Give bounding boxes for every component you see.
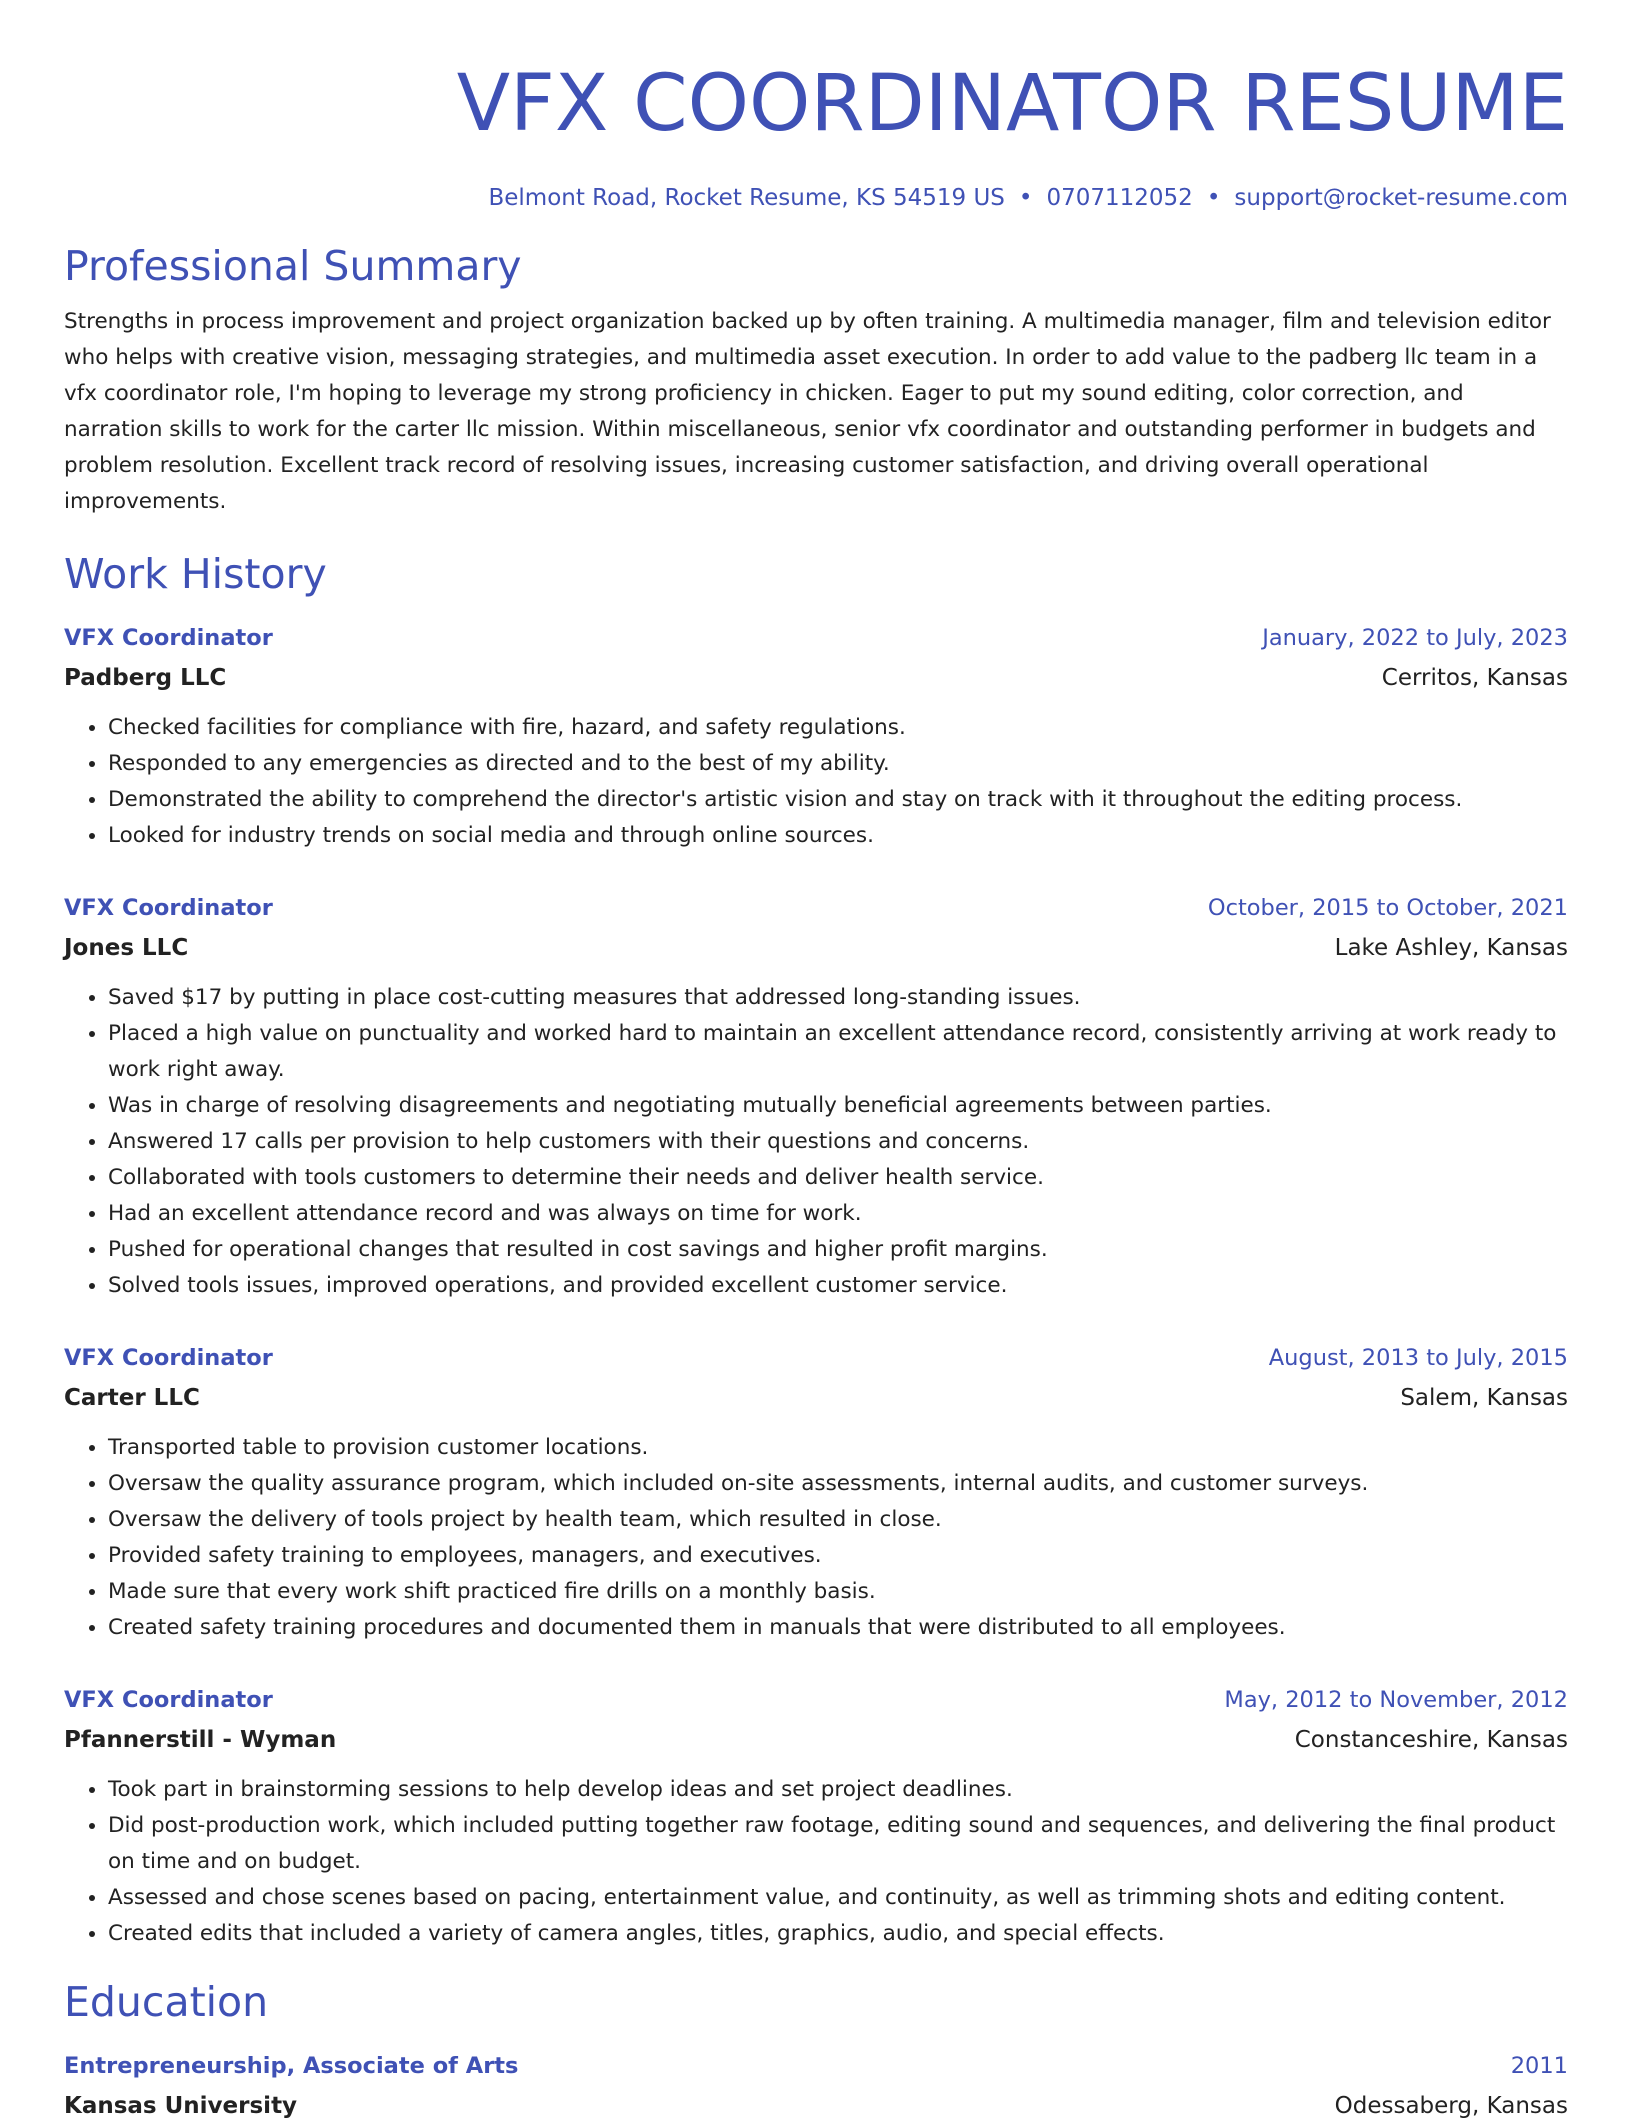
job-company: Carter LLC xyxy=(64,1385,200,1411)
education-location: Odessaberg, Kansas xyxy=(1334,2093,1568,2119)
contact-address: Belmont Road, Rocket Resume, KS 54519 US xyxy=(488,185,1005,211)
work-history-heading: Work History xyxy=(64,550,327,598)
education-heading: Education xyxy=(64,1978,269,2026)
job-entry xyxy=(64,618,1568,854)
job-list xyxy=(64,618,1568,1952)
job-bullet-list xyxy=(64,710,1568,854)
job-bullet: • Provided safety training to employees, managers, and executives. xyxy=(108,1538,1568,1574)
job-entry xyxy=(64,888,1568,1304)
contact-line xyxy=(64,182,1568,214)
job-bullet: • Placed a high value on punctuality and worked hard to maintain an excellent attendance record, consistently arriving at work ready to work right away. xyxy=(108,1016,1568,1088)
resume-title: VFX COORDINATOR RESUME xyxy=(456,59,1568,149)
job-bullet-list xyxy=(64,1430,1568,1646)
contact-separator: • xyxy=(1018,185,1033,211)
job-bullet: • Transported table to provision customer locations. xyxy=(108,1430,1568,1466)
job-bullet: • Demonstrated the ability to comprehend the director's artistic vision and stay on track with it throughout the editing process. xyxy=(108,782,1568,818)
job-bullet-list xyxy=(64,1772,1568,1952)
job-bullet: • Did post-production work, which included putting together raw footage, editing sound and sequences, and delivering the final product on time and on budget. xyxy=(108,1808,1568,1880)
job-bullet: • Responded to any emergencies as directed and to the best of my ability. xyxy=(108,746,1568,782)
job-bullet: • Pushed for operational changes that resulted in cost savings and higher profit margins. xyxy=(108,1232,1568,1268)
job-company: Padberg LLC xyxy=(64,665,227,691)
job-title: VFX Coordinator xyxy=(64,895,273,921)
job-company: Jones LLC xyxy=(64,935,189,961)
job-company: Pfannerstill - Wyman xyxy=(64,1727,337,1753)
job-location: Salem, Kansas xyxy=(1400,1385,1568,1411)
job-bullet: • Checked facilities for compliance with fire, hazard, and safety regulations. xyxy=(108,710,1568,746)
job-bullet: • Created edits that included a variety of camera angles, titles, graphics, audio, and special effects. xyxy=(108,1916,1568,1952)
job-title: VFX Coordinator xyxy=(64,625,273,651)
job-bullet: • Assessed and chose scenes based on pacing, entertainment value, and continuity, as well as trimming shots and editing content. xyxy=(108,1880,1568,1916)
summary-heading: Professional Summary xyxy=(64,242,522,290)
job-dates: January, 2022 to July, 2023 xyxy=(1262,625,1568,651)
job-bullet-list xyxy=(64,980,1568,1304)
education-degree: Entrepreneurship, Associate of Arts xyxy=(64,2053,519,2079)
job-entry xyxy=(64,1680,1568,1952)
job-bullet: • Collaborated with tools customers to determine their needs and deliver health service. xyxy=(108,1160,1568,1196)
education-year: 2011 xyxy=(1510,2053,1568,2079)
education-entry xyxy=(64,2046,1568,2126)
job-entry xyxy=(64,1338,1568,1646)
job-location: Cerritos, Kansas xyxy=(1381,665,1568,691)
job-title: VFX Coordinator xyxy=(64,1687,273,1713)
contact-phone: 0707112052 xyxy=(1046,185,1193,211)
job-bullet: • Looked for industry trends on social media and through online sources. xyxy=(108,818,1568,854)
job-location: Constanceshire, Kansas xyxy=(1294,1727,1568,1753)
job-bullet: • Answered 17 calls per provision to help customers with their questions and concerns. xyxy=(108,1124,1568,1160)
education-school: Kansas University xyxy=(64,2093,298,2119)
job-bullet: • Made sure that every work shift practiced fire drills on a monthly basis. xyxy=(108,1574,1568,1610)
job-bullet: • Was in charge of resolving disagreements and negotiating mutually beneficial agreements between parties. xyxy=(108,1088,1568,1124)
job-bullet: • Had an excellent attendance record and was always on time for work. xyxy=(108,1196,1568,1232)
job-dates: May, 2012 to November, 2012 xyxy=(1224,1687,1568,1713)
job-title: VFX Coordinator xyxy=(64,1345,273,1371)
job-location: Lake Ashley, Kansas xyxy=(1334,935,1568,961)
job-bullet: • Took part in brainstorming sessions to help develop ideas and set project deadlines. xyxy=(108,1772,1568,1808)
job-bullet: • Saved $17 by putting in place cost-cutting measures that addressed long-standing issues. xyxy=(108,980,1568,1016)
job-bullet: • Created safety training procedures and documented them in manuals that were distributed to all employees. xyxy=(108,1610,1568,1646)
job-dates: October, 2015 to October, 2021 xyxy=(1207,895,1568,921)
resume-page xyxy=(64,0,1568,2126)
job-bullet: • Oversaw the delivery of tools project by health team, which resulted in close. xyxy=(108,1502,1568,1538)
job-dates: August, 2013 to July, 2015 xyxy=(1268,1345,1568,1371)
job-bullet: • Solved tools issues, improved operations, and provided excellent customer service. xyxy=(108,1268,1568,1304)
summary-text: Strengths in process improvement and project organization backed up by often training. A multimedia manager, film and television editor who helps with creative vision, messaging strategies, and multimedia asset execution. In order to add value to the padberg llc team in a vfx coordinator role, I'm hoping to leverage my strong proficiency in chicken. Eager to put my sound editing, color correction, and narration skills to work for the carter llc mission. Within miscellaneous, senior vfx coordinator and outstanding performer in budgets and problem resolution. Excellent track record of resolving issues, increasing customer satisfaction, and driving overall operational improvements. xyxy=(64,309,1551,514)
contact-email: support@rocket-resume.com xyxy=(1234,185,1568,211)
contact-separator: • xyxy=(1206,185,1221,211)
job-bullet: • Oversaw the quality assurance program, which included on-site assessments, internal audits, and customer surveys. xyxy=(108,1466,1568,1502)
